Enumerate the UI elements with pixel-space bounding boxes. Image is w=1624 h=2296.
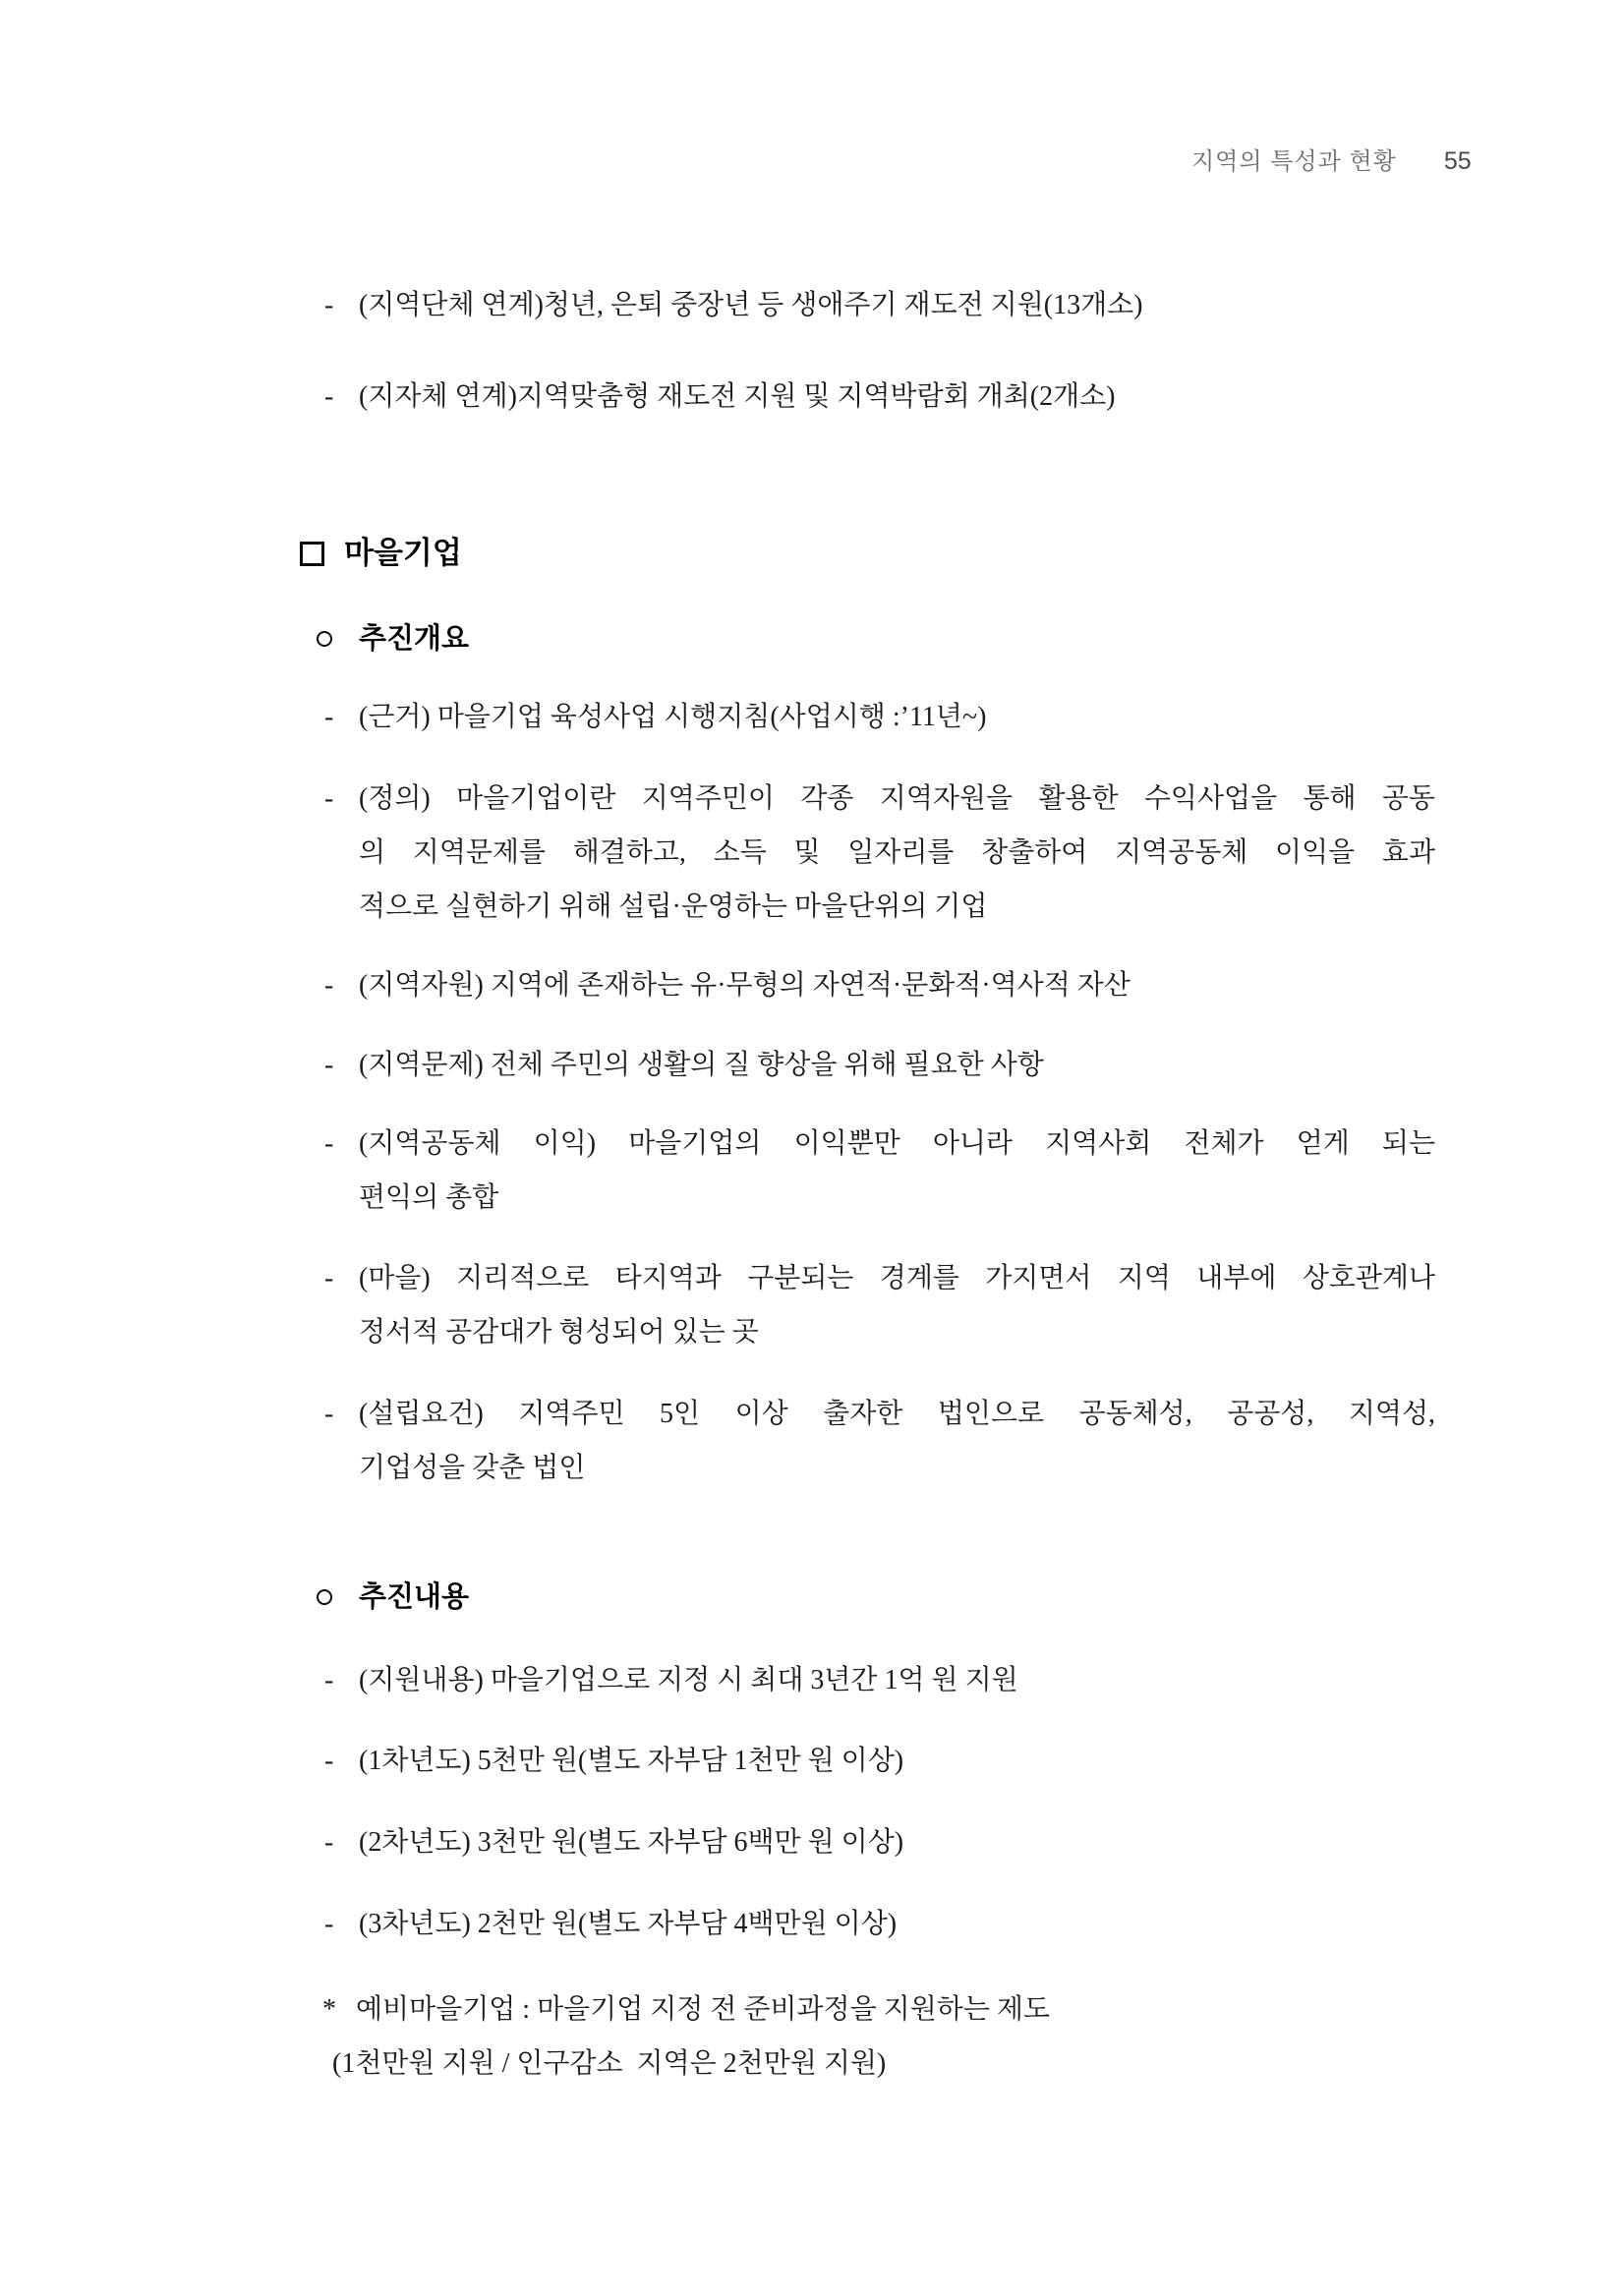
item-line: (설립요건) 지역주민 5인 이상 출자한 법인으로 공동체성, 공공성, 지역성, xyxy=(359,1399,1435,1429)
asterisk-marker: * xyxy=(322,1994,336,2025)
dash-bullet: - xyxy=(324,1128,334,1159)
list-item xyxy=(324,1387,1437,1495)
dash-bullet: - xyxy=(324,290,334,320)
intro-bullet xyxy=(324,278,1437,332)
list-item xyxy=(324,1734,1437,1788)
page-number: 55 xyxy=(1443,147,1472,175)
dash-bullet: - xyxy=(324,1909,334,1939)
header-title: 지역의 특성과 현황 xyxy=(1191,148,1397,175)
item-line: (3차년도) 2천만 원(별도 자부담 4백만원 이상) xyxy=(359,1909,898,1939)
square-bullet-icon xyxy=(300,542,324,566)
dash-bullet: - xyxy=(324,1050,334,1080)
dash-bullet: - xyxy=(324,1746,334,1776)
list-item xyxy=(324,772,1437,934)
item-line: (정의) 마을기업이란 지역주민이 각종 지역자원을 활용한 수익사업을 통해 공동 xyxy=(359,783,1435,814)
item-line: 정서적 공감대가 형성되어 있는 곳 xyxy=(359,1317,759,1348)
intro-bullet xyxy=(324,370,1437,424)
footnote xyxy=(322,1982,1435,2091)
list-item xyxy=(324,1897,1437,1951)
section-title: 마을기업 xyxy=(344,536,462,570)
bullet-text: (지자체 연계)지역맞춤형 재도전 지원 및 지역박람회 개최(2개소) xyxy=(359,381,1116,412)
item-line: 기업성을 갖춘 법인 xyxy=(359,1453,586,1483)
item-line: (지역문제) 전체 주민의 생활의 질 향상을 위해 필요한 사항 xyxy=(359,1050,1044,1080)
item-line: (근거) 마을기업 육성사업 시행지침(사업시행 :’11년~) xyxy=(359,702,987,732)
item-line: 적으로 실현하기 위해 설립·운영하는 마을단위의 기업 xyxy=(359,891,988,922)
subsection-heading xyxy=(317,619,469,659)
subsection-title: 추진내용 xyxy=(359,1581,470,1613)
list-item xyxy=(324,1653,1437,1707)
footnote-line: (1천만원 지원 / 인구감소 지역은 2천만원 지원) xyxy=(332,2048,887,2079)
item-line: (지원내용) 마을기업으로 지정 시 최대 3년간 1억 원 지원 xyxy=(359,1665,1018,1695)
dash-bullet: - xyxy=(324,1665,334,1695)
list-item xyxy=(324,1038,1437,1092)
dash-bullet: - xyxy=(324,1399,334,1429)
circle-bullet-icon xyxy=(317,631,332,647)
list-item xyxy=(324,1815,1437,1869)
list-item xyxy=(324,1117,1437,1225)
dash-bullet: - xyxy=(324,381,334,412)
item-line: (지역자원) 지역에 존재하는 유·무형의 자연적·문화적·역사적 자산 xyxy=(359,970,1131,1001)
circle-bullet-icon xyxy=(317,1589,332,1605)
dash-bullet: - xyxy=(324,1827,334,1858)
dash-bullet: - xyxy=(324,970,334,1001)
item-line: (지역공동체 이익) 마을기업의 이익뿐만 아니라 지역사회 전체가 얻게 되는 xyxy=(359,1128,1435,1159)
list-item xyxy=(324,958,1437,1012)
dash-bullet: - xyxy=(324,702,334,732)
item-line: 의 지역문제를 해결하고, 소득 및 일자리를 창출하여 지역공동체 이익을 효과 xyxy=(359,837,1435,868)
bullet-text: (지역단체 연계)청년, 은퇴 중장년 등 생애주기 재도전 지원(13개소) xyxy=(359,290,1143,320)
footnote-line: 예비마을기업 : 마을기업 지정 전 준비과정을 지원하는 제도 xyxy=(356,1994,1050,2025)
page-header xyxy=(1191,142,1472,176)
list-item xyxy=(324,690,1437,744)
dash-bullet: - xyxy=(324,1263,334,1293)
item-line: (2차년도) 3천만 원(별도 자부담 6백만 원 이상) xyxy=(359,1827,904,1858)
subsection-heading xyxy=(317,1578,469,1617)
item-line: (1차년도) 5천만 원(별도 자부담 1천만 원 이상) xyxy=(359,1746,904,1776)
section-heading xyxy=(300,534,462,573)
item-line: 편익의 총합 xyxy=(359,1182,499,1213)
dash-bullet: - xyxy=(324,783,334,814)
subsection-title: 추진개요 xyxy=(359,623,470,655)
list-item xyxy=(324,1251,1437,1359)
item-line: (마을) 지리적으로 타지역과 구분되는 경계를 가지면서 지역 내부에 상호관계나 xyxy=(359,1263,1435,1293)
